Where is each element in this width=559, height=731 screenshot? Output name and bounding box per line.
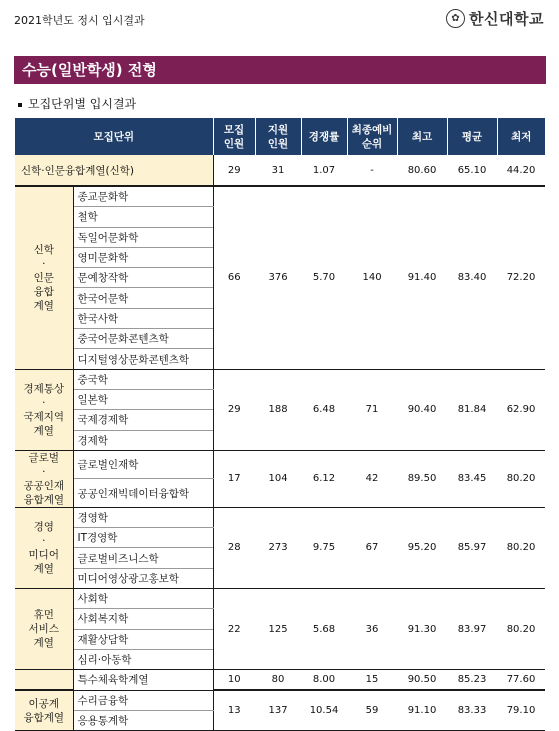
header-col-max: 최고 — [397, 118, 447, 155]
cell-major: 미디어영상광고홍보학 — [73, 568, 213, 588]
cell-recruit: 10 — [213, 670, 255, 690]
cell-unit-group: 경영 · 미디어 계열 — [15, 507, 73, 588]
cell-recruit: 17 — [213, 450, 255, 507]
cell-ratio: 5.68 — [301, 589, 347, 670]
cell-waitlist: 140 — [347, 186, 397, 369]
cell-avg: 85.97 — [447, 507, 497, 588]
cell-min: 62.90 — [497, 369, 545, 450]
cell-major: 특수체육학계열 — [73, 670, 213, 690]
cell-recruit: 28 — [213, 507, 255, 588]
cell-unit-group: 경제통상 · 국제지역 계열 — [15, 369, 73, 450]
cell-applied: 125 — [255, 589, 301, 670]
cell-ratio: 9.75 — [301, 507, 347, 588]
header-col-avg: 평균 — [447, 118, 497, 155]
header-col-ratio: 경쟁률 — [301, 118, 347, 155]
cell-applied: 188 — [255, 369, 301, 450]
cell-min: 80.20 — [497, 450, 545, 507]
cell-major: 응용통계학 — [73, 710, 213, 730]
table-row — [15, 690, 545, 710]
header-col-unit: 모집단위 — [15, 118, 213, 155]
cell-ratio: 1.07 — [301, 155, 347, 186]
university-logo — [446, 8, 544, 29]
section-banner: 수능(일반학생) 전형 — [14, 56, 546, 84]
cell-max: 90.40 — [397, 369, 447, 450]
cell-avg: 83.45 — [447, 450, 497, 507]
cell-max: 89.50 — [397, 450, 447, 507]
cell-major: 글로벌비즈니스학 — [73, 548, 213, 568]
cell-unit-group: 휴먼 서비스 계열 — [15, 589, 73, 670]
cell-waitlist: - — [347, 155, 397, 186]
cell-major: 한국어문학 — [73, 288, 213, 308]
table-row — [15, 589, 545, 609]
cell-min: 72.20 — [497, 186, 545, 369]
cell-ratio: 10.54 — [301, 690, 347, 731]
table-row — [15, 155, 545, 186]
subsection-label: 모집단위별 입시결과 — [28, 97, 137, 111]
cell-applied: 31 — [255, 155, 301, 186]
cell-unit-group: 신학·인문융합계열(신학) — [15, 155, 213, 186]
cell-major: 철학 — [73, 207, 213, 227]
cell-ratio: 6.12 — [301, 450, 347, 507]
cell-avg: 65.10 — [447, 155, 497, 186]
cell-major: 중국학 — [73, 369, 213, 389]
table-row — [15, 186, 545, 207]
header-col-min: 최저 — [497, 118, 545, 155]
cell-recruit: 29 — [213, 155, 255, 186]
cell-min: 80.20 — [497, 589, 545, 670]
university-name: 한신대학교 — [469, 10, 544, 28]
table-row — [15, 369, 545, 389]
cell-applied: 137 — [255, 690, 301, 731]
cell-waitlist: 42 — [347, 450, 397, 507]
cell-major: 중국어문화콘텐츠학 — [73, 329, 213, 349]
cell-major: 일본학 — [73, 389, 213, 409]
university-emblem-icon: ✿ — [446, 9, 465, 28]
cell-max: 91.30 — [397, 589, 447, 670]
cell-ratio: 8.00 — [301, 670, 347, 690]
table-body — [15, 155, 545, 731]
cell-min: 77.60 — [497, 670, 545, 690]
cell-waitlist: 67 — [347, 507, 397, 588]
cell-major: 경제학 — [73, 430, 213, 450]
cell-recruit: 13 — [213, 690, 255, 731]
cell-major: 종교문화학 — [73, 186, 213, 207]
cell-max: 80.60 — [397, 155, 447, 186]
bullet-icon — [18, 103, 22, 107]
header-col-waitlist: 최종예비 순위 — [347, 118, 397, 155]
cell-major: 재활상담학 — [73, 629, 213, 649]
cell-recruit: 22 — [213, 589, 255, 670]
cell-major: 사회복지학 — [73, 609, 213, 629]
cell-recruit: 29 — [213, 369, 255, 450]
cell-ratio: 6.48 — [301, 369, 347, 450]
cell-avg: 83.33 — [447, 690, 497, 731]
cell-major: 독일어문화학 — [73, 227, 213, 247]
cell-waitlist: 15 — [347, 670, 397, 690]
document-year-title: 2021학년도 정시 입시결과 — [14, 14, 145, 27]
cell-major: 글로벌인재학 — [73, 450, 213, 479]
cell-avg: 85.23 — [447, 670, 497, 690]
cell-avg: 81.84 — [447, 369, 497, 450]
header-col-recruit: 모집 인원 — [213, 118, 255, 155]
cell-major: 공공인재빅데이터융합학 — [73, 479, 213, 508]
cell-major: 국제경제학 — [73, 410, 213, 430]
cell-unit-group: 이공계 융합계열 — [15, 690, 73, 731]
cell-applied: 104 — [255, 450, 301, 507]
cell-max: 91.40 — [397, 186, 447, 369]
cell-min: 79.10 — [497, 690, 545, 731]
subsection-title — [18, 95, 136, 112]
cell-applied: 376 — [255, 186, 301, 369]
cell-avg: 83.40 — [447, 186, 497, 369]
cell-max: 90.50 — [397, 670, 447, 690]
cell-min: 44.20 — [497, 155, 545, 186]
cell-major: 디지털영상문화콘텐츠학 — [73, 349, 213, 369]
cell-unit-group: 신학 · 인문 융합 계열 — [15, 186, 73, 369]
cell-avg: 83.97 — [447, 589, 497, 670]
cell-major: 사회학 — [73, 589, 213, 609]
table-header-row — [15, 118, 545, 155]
cell-major: 한국사학 — [73, 308, 213, 328]
cell-min: 80.20 — [497, 507, 545, 588]
cell-applied: 80 — [255, 670, 301, 690]
cell-waitlist: 59 — [347, 690, 397, 731]
cell-unit-group: 글로벌 · 공공인재 융합계열 — [15, 450, 73, 507]
cell-ratio: 5.70 — [301, 186, 347, 369]
cell-major: 문예창작학 — [73, 268, 213, 288]
cell-recruit: 66 — [213, 186, 255, 369]
table-row — [15, 450, 545, 479]
cell-major: 경영학 — [73, 507, 213, 527]
cell-applied: 273 — [255, 507, 301, 588]
admission-results-table — [15, 118, 545, 731]
header-col-applied: 지원 인원 — [255, 118, 301, 155]
cell-waitlist: 36 — [347, 589, 397, 670]
cell-major: 영미문화학 — [73, 247, 213, 267]
table-row — [15, 507, 545, 527]
cell-unit-group — [15, 670, 73, 690]
cell-major: 심리·아동학 — [73, 649, 213, 669]
cell-max: 91.10 — [397, 690, 447, 731]
cell-major: IT경영학 — [73, 528, 213, 548]
cell-max: 95.20 — [397, 507, 447, 588]
table-row — [15, 670, 545, 690]
cell-waitlist: 71 — [347, 369, 397, 450]
cell-major: 수리금융학 — [73, 690, 213, 710]
